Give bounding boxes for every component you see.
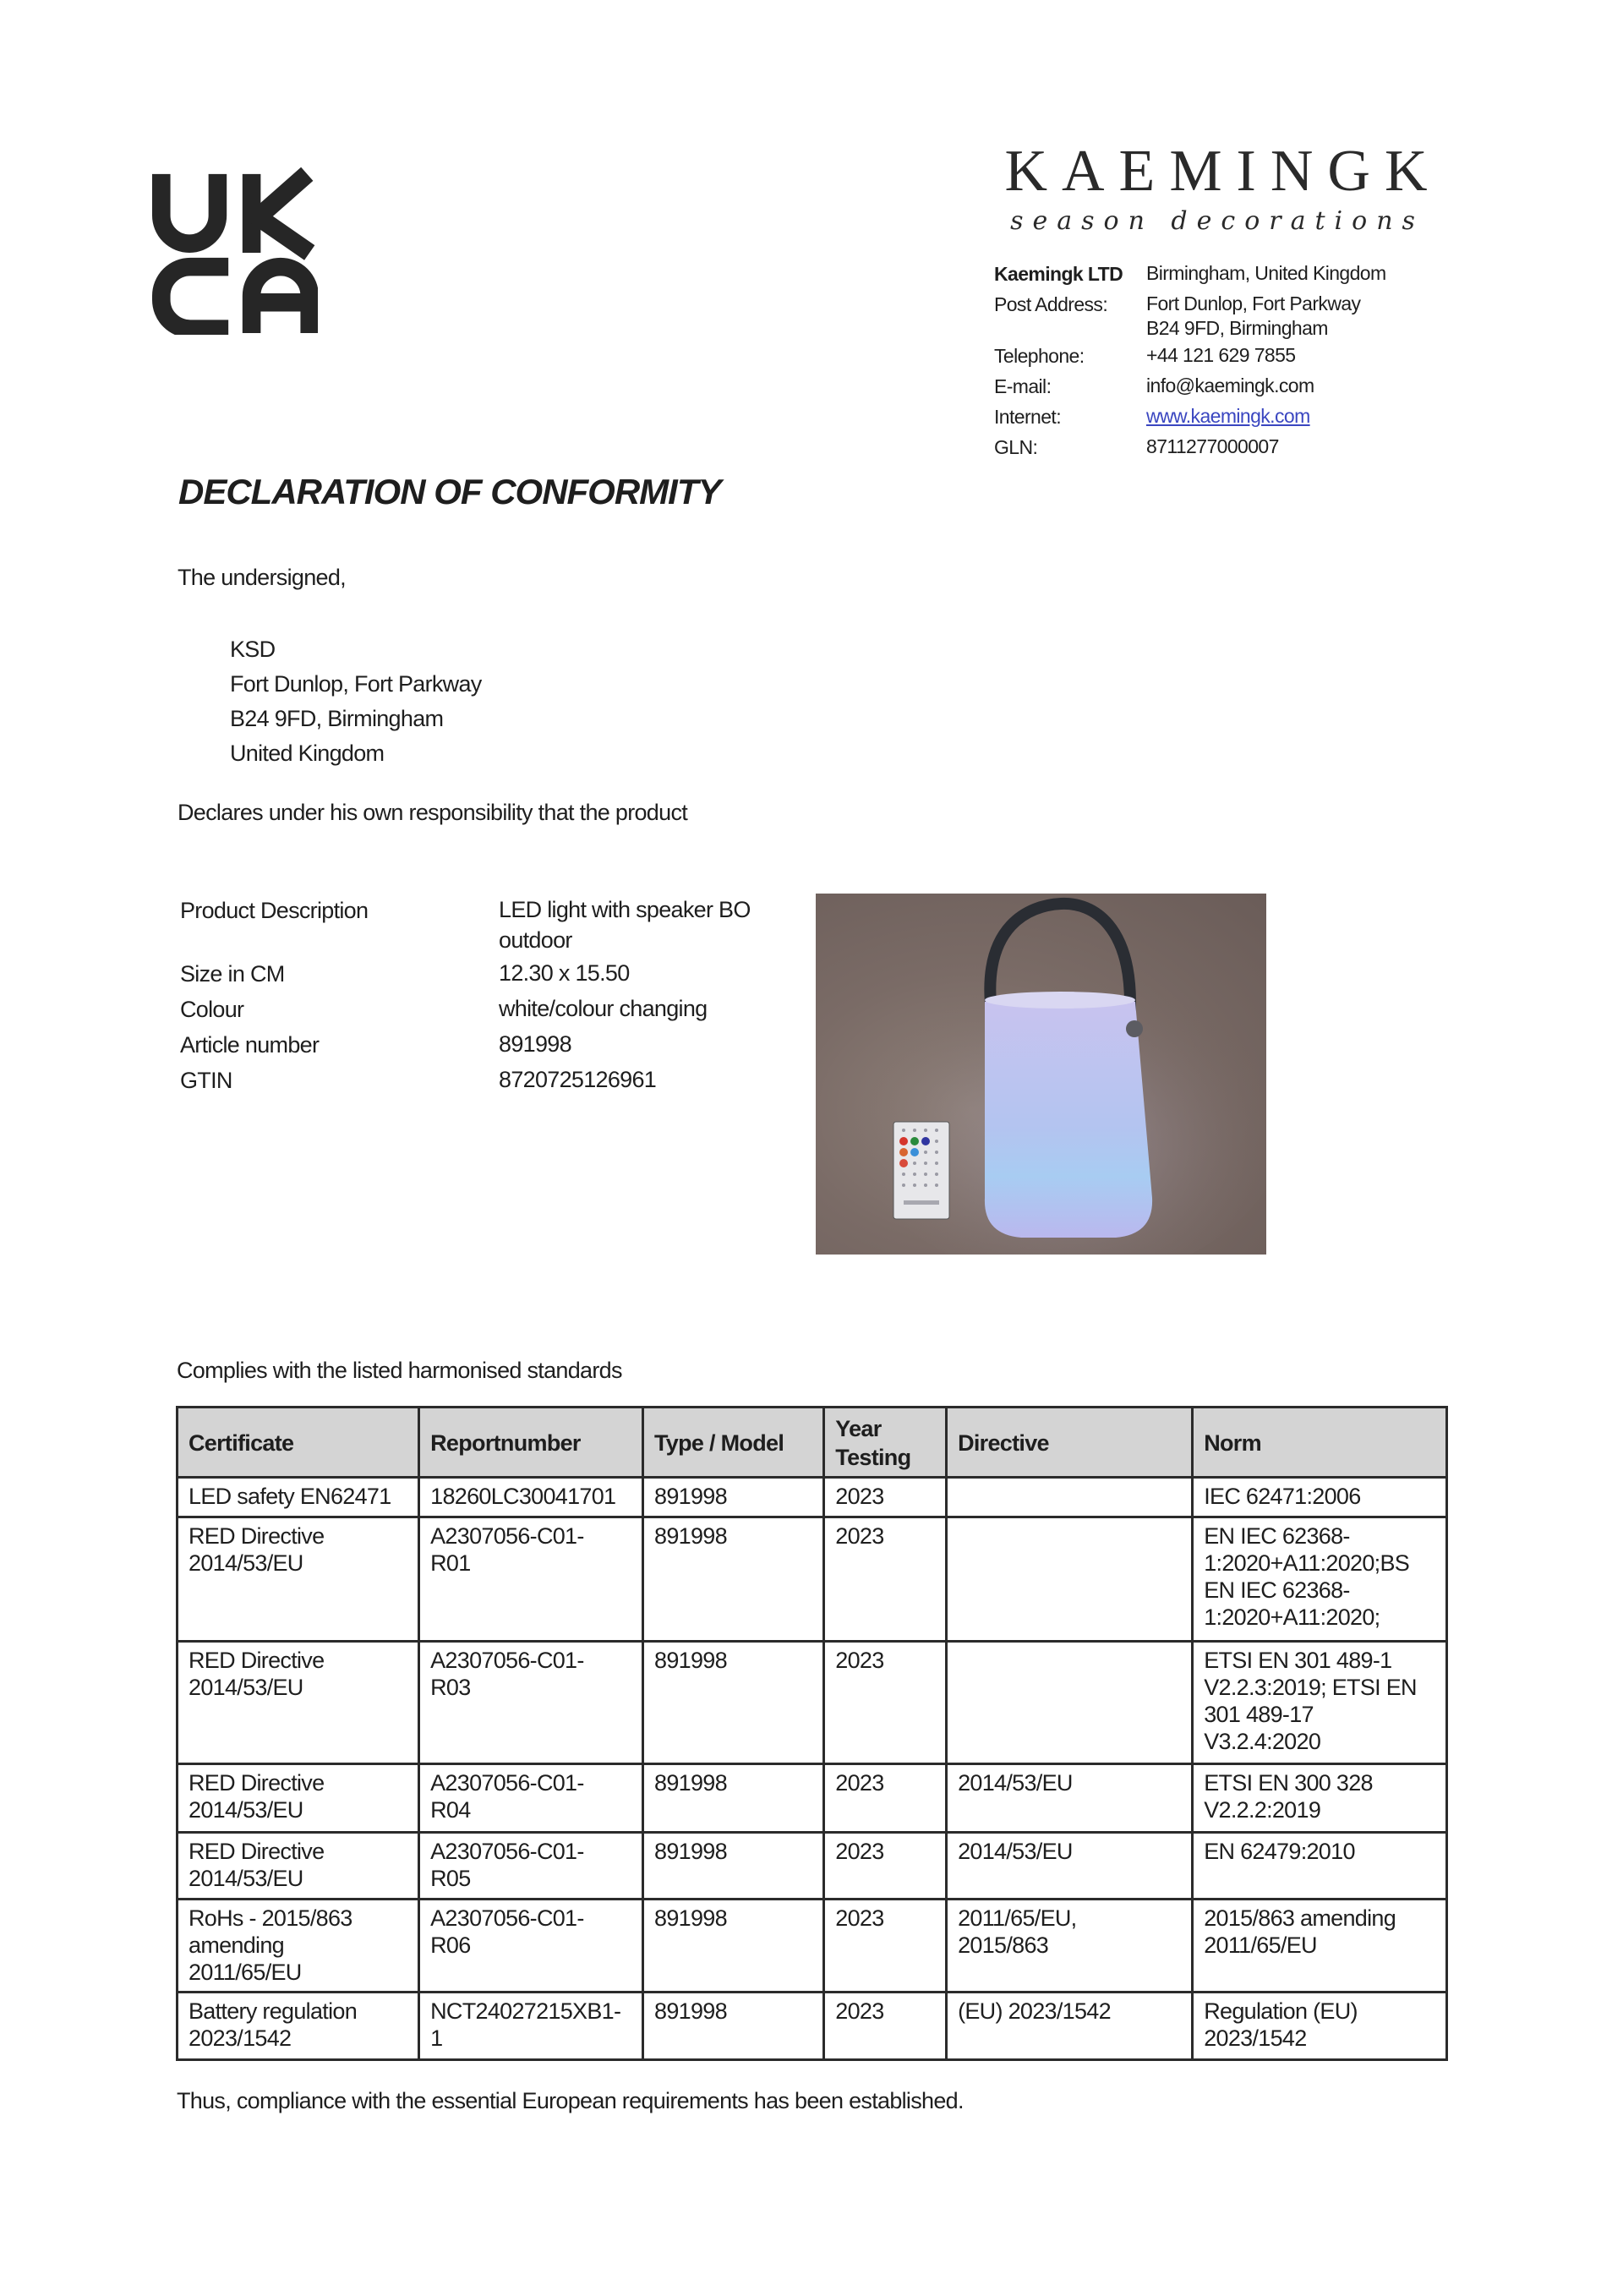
brand-logo [989,139,1445,236]
ukca-letter-u [161,174,218,243]
contact-value [1146,402,1310,432]
contact-row-gln [994,432,1386,462]
cell-year-testing [824,1642,947,1764]
cell-text: RED Directive [189,1523,325,1549]
product-value: 12.30 x 15.50 [499,960,630,986]
product-value-line: outdoor [499,927,572,953]
cell-certificate [178,1642,419,1764]
standards-intro: Complies with the listed harmonised standards [177,1358,622,1383]
cell-text: RED Directive [189,1648,325,1673]
cell-text: 2011/65/EU [1204,1932,1317,1958]
cell-text: R04 [430,1797,471,1823]
cell-norm [1193,1517,1447,1642]
cell-text: 2014/53/EU [189,1550,303,1576]
cell-text: 2023/1542 [1204,2025,1307,2051]
table-row [178,1764,1447,1833]
company-location: Birmingham, United Kingdom [1146,262,1386,284]
declaration-statement: Declares under his own responsibility that the product [178,800,688,825]
header-year-testing [824,1408,947,1478]
product-value: 891998 [499,1031,571,1057]
cell-year-testing [824,1478,947,1517]
contact-value [1146,289,1360,341]
cell-certificate [178,1993,419,2060]
cell-certificate [178,1517,419,1642]
cell-text: A2307056-C01- [430,1523,584,1549]
cell-text: 2014/53/EU [958,1839,1073,1864]
header-text: Year [835,1415,882,1441]
contact-label: Internet: [994,406,1061,428]
table-row [178,1833,1447,1900]
header-text: Testing [835,1444,911,1470]
contact-row-internet [994,402,1386,432]
cell-text: ETSI EN 301 489-1 [1204,1648,1392,1673]
post-address-line: B24 9FD, Birmingham [1146,317,1328,339]
contact-label: GLN: [994,436,1038,458]
header-reportnumber [419,1408,643,1478]
post-address-line: Fort Dunlop, Fort Parkway [1146,292,1361,314]
cell-text: EN IEC 62368- [1204,1523,1350,1549]
email-value: info@kaemingk.com [1146,374,1314,396]
product-row-article-number [180,1029,795,1062]
remote-control [893,1122,949,1219]
header-text: Reportnumber [430,1430,581,1456]
document-title: DECLARATION OF CONFORMITY [178,472,721,511]
cell-text: ETSI EN 300 328 [1204,1770,1373,1796]
product-label: Size in CM [180,961,285,987]
cell-certificate [178,1833,419,1900]
cell-year-testing [824,1993,947,2060]
cell-type-model [643,1900,824,1993]
ukca-letter-k-arms [258,174,309,253]
cell-reportnumber [419,1764,643,1833]
contact-value [1146,259,1386,289]
product-value: white/colour changing [499,996,708,1021]
cell-text: 891998 [654,1523,727,1549]
declarant-address [230,632,482,771]
cell-reportnumber [419,1478,643,1517]
table-row [178,1478,1447,1517]
cell-text: 2014/53/EU [189,1797,303,1823]
cell-type-model [643,1642,824,1764]
table-header-row [178,1408,1447,1478]
header-norm [1193,1408,1447,1478]
conclusion-text: Thus, compliance with the essential European requirements has been established. [177,2088,964,2113]
cell-text: 2014/53/EU [189,1866,303,1891]
cell-text: 18260LC30041701 [430,1484,616,1509]
cell-text: NCT24027215XB1- [430,1998,621,2024]
cell-directive [947,1900,1193,1993]
cell-text: RED Directive [189,1770,325,1796]
cell-text: 2023 [835,1905,884,1931]
cell-text: 2023 [835,1648,884,1673]
product-row-colour [180,993,795,1026]
cell-text: 2023 [835,1998,884,2024]
product-label: Article number [180,1032,320,1058]
product-label: Product Description [180,898,369,923]
website-link[interactable]: www.kaemingk.com [1146,405,1310,427]
cell-text: 2023 [835,1839,884,1864]
brand-tagline: season decorations [1010,206,1424,236]
cell-text: 891998 [654,1905,727,1931]
cell-text: 2011/65/EU, [958,1905,1077,1931]
contact-label: Post Address: [994,293,1108,315]
cell-type-model [643,1478,824,1517]
cell-year-testing [824,1764,947,1833]
product-row-gtin [180,1064,795,1097]
cell-type-model [643,1517,824,1642]
cell-text: (EU) 2023/1542 [958,1998,1111,2024]
cell-type-model [643,1764,824,1833]
cell-text: 301 489-17 [1204,1702,1314,1727]
cell-text: A2307056-C01- [430,1905,584,1931]
cell-text: RoHs - 2015/863 [189,1905,352,1931]
header-type-model [643,1408,824,1478]
address-line: B24 9FD, Birmingham [230,706,444,731]
handle-rivet [1126,1020,1143,1037]
undersigned-text: The undersigned, [178,565,346,590]
cell-type-model [643,1833,824,1900]
cell-text: amending [189,1932,284,1958]
header-directive [947,1408,1193,1478]
product-value [499,894,795,955]
cell-text: V2.2.2:2019 [1204,1797,1321,1823]
cell-directive [947,1642,1193,1764]
product-row-description [180,894,795,955]
ukca-letter-c [161,267,228,330]
cell-text: 2014/53/EU [958,1770,1073,1796]
cell-certificate [178,1764,419,1833]
header-text: Directive [958,1430,1049,1456]
cell-text: 2023 [835,1523,884,1549]
address-line: Fort Dunlop, Fort Parkway [230,671,482,697]
product-value-line: LED light with speaker BO [499,897,751,922]
cell-text: EN 62479:2010 [1204,1839,1355,1864]
cell-text: 2023 [835,1484,884,1509]
cell-year-testing [824,1517,947,1642]
header-text: Certificate [189,1430,294,1456]
cell-norm [1193,1764,1447,1833]
cell-text: A2307056-C01- [430,1770,584,1796]
cell-norm [1193,1642,1447,1764]
cell-text: LED safety EN62471 [189,1484,391,1509]
cell-text: RED Directive [189,1839,325,1864]
cell-text: IEC 62471:2006 [1204,1484,1361,1509]
lamp-top [985,992,1135,1009]
cell-year-testing [824,1833,947,1900]
cell-certificate [178,1900,419,1993]
cell-text: 2015/863 [958,1932,1049,1958]
cell-text: Regulation (EU) [1204,1998,1358,2024]
cell-reportnumber [419,1642,643,1764]
cell-text: EN IEC 62368- [1204,1577,1350,1603]
cell-reportnumber [419,1833,643,1900]
product-details [180,894,795,1097]
cell-year-testing [824,1900,947,1993]
cell-text: V2.2.3:2019; ETSI EN [1204,1675,1417,1700]
cell-norm [1193,1833,1447,1900]
contact-row-post-address [994,289,1386,341]
table-row [178,1993,1447,2060]
cell-text: 2015/863 amending [1204,1905,1396,1931]
contact-label: E-mail: [994,375,1052,397]
header-certificate [178,1408,419,1478]
cell-text: 2014/53/EU [189,1675,303,1700]
cell-text: 891998 [654,1839,727,1864]
contact-label: Telephone: [994,345,1085,367]
cell-directive [947,1764,1193,1833]
cell-norm [1193,1993,1447,2060]
ukca-mark-icon [152,166,318,335]
cell-text: 2023/1542 [189,2025,292,2051]
contact-label: Kaemingk LTD [994,263,1123,285]
cell-directive [947,1517,1193,1642]
brand-name: KAEMINGK [1004,139,1442,204]
cell-reportnumber [419,1517,643,1642]
cell-directive [947,1478,1193,1517]
cell-text: 891998 [654,1648,727,1673]
header-text: Norm [1204,1430,1261,1456]
cell-text: 891998 [654,1484,727,1509]
cell-text: A2307056-C01- [430,1648,584,1673]
table-row [178,1517,1447,1642]
cell-certificate [178,1478,419,1517]
cell-text: R06 [430,1932,471,1958]
cell-reportnumber [419,1993,643,2060]
address-line: KSD [230,637,276,662]
cell-text: 1 [430,2025,443,2051]
telephone-value: +44 121 629 7855 [1146,344,1296,366]
cell-directive [947,1993,1193,2060]
cell-norm [1193,1900,1447,1993]
ukca-logo [152,166,318,335]
cell-text: A2307056-C01- [430,1839,584,1864]
cell-directive [947,1833,1193,1900]
product-label: GTIN [180,1068,232,1093]
cell-norm [1193,1478,1447,1517]
cell-text: 1:2020+A11:2020; [1204,1604,1380,1630]
product-label: Colour [180,997,244,1022]
cell-text: Battery regulation [189,1998,358,2024]
product-value: 8720725126961 [499,1067,657,1092]
header-text: Type / Model [654,1430,784,1456]
address-line: United Kingdom [230,741,385,766]
cell-text: 1:2020+A11:2020;BS [1204,1550,1410,1576]
product-photo [816,894,1266,1255]
cell-text: R03 [430,1675,471,1700]
contact-block [994,259,1386,462]
product-row-size [180,958,795,991]
cell-text: 891998 [654,1770,727,1796]
table-row [178,1642,1447,1764]
cell-text: R01 [430,1550,471,1576]
contact-row-telephone [994,341,1386,371]
cell-reportnumber [419,1900,643,1993]
standards-table [176,1406,1448,2061]
cell-text: R05 [430,1866,471,1891]
cell-type-model [643,1993,824,2060]
cell-text: 2011/65/EU [189,1960,302,1985]
cell-text: 2023 [835,1770,884,1796]
gln-value: 8711277000007 [1146,435,1279,457]
cell-text: 891998 [654,1998,727,2024]
cell-text: V3.2.4:2020 [1204,1729,1321,1754]
contact-row-company [994,259,1386,289]
contact-row-email [994,371,1386,402]
table-row [178,1900,1447,1993]
